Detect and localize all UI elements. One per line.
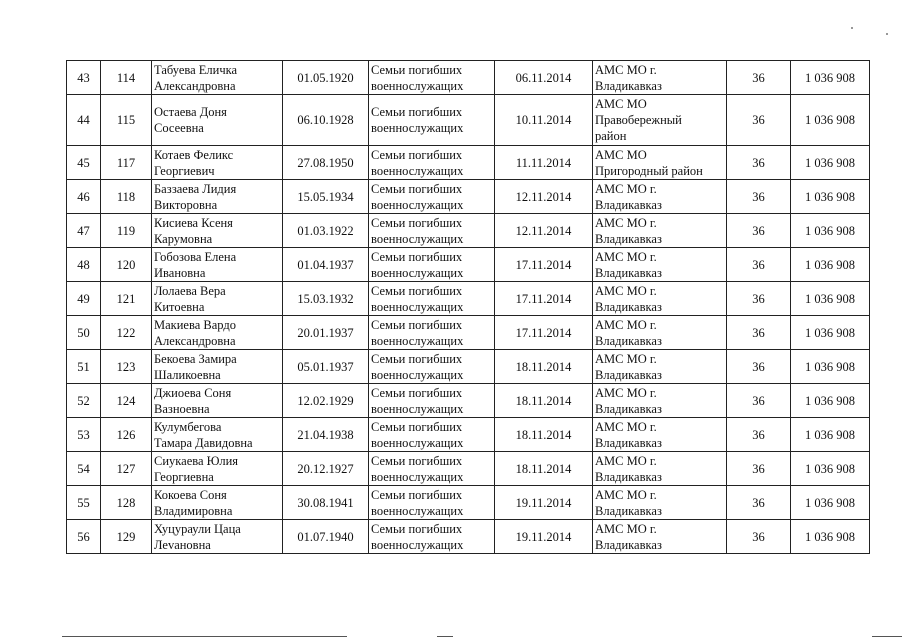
record-id: 115	[101, 95, 152, 146]
table-row	[67, 384, 870, 418]
category-line: военнослужащих	[371, 121, 464, 135]
person-name-line: Кокоева Соня	[154, 487, 227, 502]
organization-line: Владикавказ	[595, 503, 662, 518]
table-row	[67, 418, 870, 452]
organization-line: АМС МО г.	[595, 62, 657, 77]
category-line: Семьи погибших	[371, 487, 463, 502]
person-name	[152, 350, 283, 384]
registration-date: 17.11.2014	[495, 282, 593, 316]
record-id: 122	[101, 316, 152, 350]
person-name-line: Вазноевна	[154, 401, 210, 416]
category-line: Семьи погибших	[371, 181, 463, 196]
organization-line: АМС МО г.	[595, 283, 657, 298]
registry-rows	[67, 61, 870, 554]
amount-value: 1 036 908	[791, 248, 870, 282]
count-value: 36	[727, 61, 791, 95]
organization	[593, 146, 727, 180]
registration-date: 19.11.2014	[495, 520, 593, 554]
organization-line: АМС МО г.	[595, 181, 657, 196]
table-row	[67, 214, 870, 248]
person-name-line: Шаликоевна	[154, 367, 221, 382]
category-line: Семьи погибших	[371, 147, 463, 162]
organization-line: АМС МО г.	[595, 351, 657, 366]
record-id: 129	[101, 520, 152, 554]
category-line: Семьи погибших	[371, 385, 463, 400]
amount-value: 1 036 908	[791, 452, 870, 486]
person-name-line: Табуева Еличка	[154, 62, 238, 77]
count-value: 36	[727, 146, 791, 180]
person-name	[152, 214, 283, 248]
person-name-line: Сосеевна	[154, 121, 204, 135]
table-row	[67, 180, 870, 214]
person-name-line: Гобозова Елена	[154, 249, 237, 264]
registration-date: 17.11.2014	[495, 316, 593, 350]
category	[369, 95, 495, 146]
category-line: военнослужащих	[371, 163, 464, 178]
registration-date: 18.11.2014	[495, 452, 593, 486]
category	[369, 214, 495, 248]
person-name	[152, 95, 283, 146]
page-bottom-line	[437, 636, 453, 637]
category	[369, 520, 495, 554]
record-id: 127	[101, 452, 152, 486]
organization-line: Владикавказ	[595, 435, 662, 450]
person-name	[152, 418, 283, 452]
organization-line: Владикавказ	[595, 78, 662, 93]
category-line: военнослужащих	[371, 231, 464, 246]
registration-date: 18.11.2014	[495, 418, 593, 452]
row-number: 43	[67, 61, 101, 95]
category-line: Семьи погибших	[371, 351, 463, 366]
birth-date: 01.04.1937	[283, 248, 369, 282]
amount-value: 1 036 908	[791, 146, 870, 180]
category-line: военнослужащих	[371, 78, 464, 93]
person-name-line: Владимировна	[154, 503, 233, 518]
count-value: 36	[727, 350, 791, 384]
row-number: 53	[67, 418, 101, 452]
organization-line: Владикавказ	[595, 537, 662, 552]
amount-value: 1 036 908	[791, 282, 870, 316]
registration-date: 12.11.2014	[495, 180, 593, 214]
birth-date: 27.08.1950	[283, 146, 369, 180]
amount-value: 1 036 908	[791, 350, 870, 384]
category	[369, 418, 495, 452]
person-name-line: Тамара Давидовна	[154, 435, 253, 450]
birth-date: 05.01.1937	[283, 350, 369, 384]
count-value: 36	[727, 418, 791, 452]
record-id: 118	[101, 180, 152, 214]
row-number: 45	[67, 146, 101, 180]
amount-value: 1 036 908	[791, 384, 870, 418]
person-name-line: Бекоева Замира	[154, 351, 237, 366]
category-line: Семьи погибших	[371, 317, 463, 332]
record-id: 123	[101, 350, 152, 384]
person-name	[152, 282, 283, 316]
page-bottom-line	[872, 636, 902, 637]
record-id: 117	[101, 146, 152, 180]
birth-date: 30.08.1941	[283, 486, 369, 520]
person-name-line: Кисиева Ксеня	[154, 215, 233, 230]
table-row	[67, 350, 870, 384]
record-id: 126	[101, 418, 152, 452]
record-id: 121	[101, 282, 152, 316]
person-name	[152, 520, 283, 554]
person-name-line: Джиоева Соня	[154, 385, 232, 400]
organization-line: АМС МО г.	[595, 249, 657, 264]
organization	[593, 486, 727, 520]
row-number: 51	[67, 350, 101, 384]
organization	[593, 520, 727, 554]
birth-date: 15.03.1932	[283, 282, 369, 316]
category-line: военнослужащих	[371, 401, 464, 416]
organization-line: район	[595, 129, 627, 143]
count-value: 36	[727, 95, 791, 146]
count-value: 36	[727, 316, 791, 350]
registration-date: 17.11.2014	[495, 248, 593, 282]
count-value: 36	[727, 520, 791, 554]
category	[369, 61, 495, 95]
scan-speck	[851, 27, 853, 29]
category	[369, 180, 495, 214]
row-number: 49	[67, 282, 101, 316]
row-number: 56	[67, 520, 101, 554]
category	[369, 282, 495, 316]
person-name-line: Остаева Доня	[154, 105, 227, 119]
record-id: 119	[101, 214, 152, 248]
table-row	[67, 452, 870, 486]
scan-speck	[886, 33, 888, 35]
category-line: Семьи погибших	[371, 105, 463, 119]
category-line: Семьи погибших	[371, 62, 463, 77]
category	[369, 316, 495, 350]
organization-line: Владикавказ	[595, 265, 662, 280]
page-bottom-line	[62, 636, 347, 637]
organization-line: Владикавказ	[595, 401, 662, 416]
table-row	[67, 486, 870, 520]
organization-line: АМС МО г.	[595, 317, 657, 332]
table-row	[67, 282, 870, 316]
person-name	[152, 452, 283, 486]
category-line: военнослужащих	[371, 367, 464, 382]
row-number: 46	[67, 180, 101, 214]
row-number: 44	[67, 95, 101, 146]
category-line: Семьи погибших	[371, 453, 463, 468]
category-line: военнослужащих	[371, 435, 464, 450]
category-line: военнослужащих	[371, 503, 464, 518]
amount-value: 1 036 908	[791, 316, 870, 350]
amount-value: 1 036 908	[791, 520, 870, 554]
row-number: 50	[67, 316, 101, 350]
row-number: 47	[67, 214, 101, 248]
amount-value: 1 036 908	[791, 214, 870, 248]
organization	[593, 248, 727, 282]
organization	[593, 316, 727, 350]
amount-value: 1 036 908	[791, 61, 870, 95]
count-value: 36	[727, 180, 791, 214]
row-number: 48	[67, 248, 101, 282]
category	[369, 452, 495, 486]
row-number: 55	[67, 486, 101, 520]
registration-date: 12.11.2014	[495, 214, 593, 248]
organization	[593, 384, 727, 418]
person-name-line: Хуцураули Цаца	[154, 521, 241, 536]
category-line: Семьи погибших	[371, 215, 463, 230]
category-line: Семьи погибших	[371, 521, 463, 536]
organization-line: АМС МО г.	[595, 215, 657, 230]
organization-line: АМС МО г.	[595, 453, 657, 468]
person-name	[152, 61, 283, 95]
organization-line: АМС МО г.	[595, 487, 657, 502]
person-name-line: Баззаева Лидия	[154, 181, 237, 196]
record-id: 124	[101, 384, 152, 418]
record-id: 120	[101, 248, 152, 282]
organization-line: АМС МО г.	[595, 385, 657, 400]
person-name-line: Леvановна	[154, 537, 211, 552]
registration-date: 18.11.2014	[495, 350, 593, 384]
birth-date: 21.04.1938	[283, 418, 369, 452]
organization	[593, 350, 727, 384]
organization	[593, 95, 727, 146]
category-line: военнослужащих	[371, 333, 464, 348]
table-row	[67, 316, 870, 350]
organization-line: Правобережный	[595, 113, 682, 127]
person-name	[152, 248, 283, 282]
table-row	[67, 520, 870, 554]
table-row	[67, 61, 870, 95]
organization-line: Владикавказ	[595, 197, 662, 212]
person-name-line: Китоевна	[154, 299, 205, 314]
organization-line: Владикавказ	[595, 299, 662, 314]
category	[369, 384, 495, 418]
category	[369, 146, 495, 180]
person-name-line: Макиева Вардо	[154, 317, 236, 332]
category	[369, 350, 495, 384]
record-id: 128	[101, 486, 152, 520]
category-line: Семьи погибших	[371, 283, 463, 298]
organization	[593, 61, 727, 95]
category-line: военнослужащих	[371, 265, 464, 280]
registration-date: 10.11.2014	[495, 95, 593, 146]
organization	[593, 418, 727, 452]
organization	[593, 452, 727, 486]
person-name-line: Кулумбегова	[154, 419, 222, 434]
count-value: 36	[727, 486, 791, 520]
organization-line: АМС МО	[595, 97, 647, 111]
person-name-line: Карумовна	[154, 231, 213, 246]
birth-date: 20.12.1927	[283, 452, 369, 486]
count-value: 36	[727, 248, 791, 282]
registry-table	[66, 60, 870, 554]
record-id: 114	[101, 61, 152, 95]
amount-value: 1 036 908	[791, 95, 870, 146]
category-line: военнослужащих	[371, 299, 464, 314]
organization-line: Владикавказ	[595, 231, 662, 246]
birth-date: 01.07.1940	[283, 520, 369, 554]
birth-date: 06.10.1928	[283, 95, 369, 146]
person-name-line: Лолаева Вера	[154, 283, 226, 298]
table-row	[67, 95, 870, 146]
person-name-line: Георгиевич	[154, 163, 215, 178]
person-name-line: Ивановна	[154, 265, 206, 280]
registration-date: 11.11.2014	[495, 146, 593, 180]
category-line: Семьи погибших	[371, 419, 463, 434]
organization	[593, 180, 727, 214]
birth-date: 01.05.1920	[283, 61, 369, 95]
count-value: 36	[727, 214, 791, 248]
person-name-line: Александровна	[154, 333, 236, 348]
category-line: военнослужащих	[371, 197, 464, 212]
registration-date: 06.11.2014	[495, 61, 593, 95]
person-name	[152, 316, 283, 350]
person-name-line: Котаев Феликс	[154, 147, 234, 162]
person-name-line: Викторовна	[154, 197, 218, 212]
organization-line: АМС МО г.	[595, 521, 657, 536]
organization-line: АМС МО г.	[595, 419, 657, 434]
person-name	[152, 180, 283, 214]
organization-line: Владикавказ	[595, 367, 662, 382]
birth-date: 12.02.1929	[283, 384, 369, 418]
category	[369, 486, 495, 520]
birth-date: 01.03.1922	[283, 214, 369, 248]
row-number: 52	[67, 384, 101, 418]
person-name	[152, 486, 283, 520]
organization-line: АМС МО	[595, 147, 647, 162]
category	[369, 248, 495, 282]
organization-line: Пригородный район	[595, 163, 703, 178]
amount-value: 1 036 908	[791, 486, 870, 520]
count-value: 36	[727, 282, 791, 316]
person-name	[152, 146, 283, 180]
row-number: 54	[67, 452, 101, 486]
birth-date: 15.05.1934	[283, 180, 369, 214]
category-line: военнослужащих	[371, 537, 464, 552]
organization	[593, 214, 727, 248]
amount-value: 1 036 908	[791, 180, 870, 214]
person-name-line: Сиукаева Юлия	[154, 453, 239, 468]
person-name-line: Георгиевна	[154, 469, 214, 484]
person-name	[152, 384, 283, 418]
count-value: 36	[727, 384, 791, 418]
table-row	[67, 146, 870, 180]
table-row	[67, 248, 870, 282]
count-value: 36	[727, 452, 791, 486]
registration-date: 19.11.2014	[495, 486, 593, 520]
person-name-line: Александровна	[154, 78, 236, 93]
organization-line: Владикавказ	[595, 469, 662, 484]
registration-date: 18.11.2014	[495, 384, 593, 418]
organization	[593, 282, 727, 316]
birth-date: 20.01.1937	[283, 316, 369, 350]
category-line: военнослужащих	[371, 469, 464, 484]
category-line: Семьи погибших	[371, 249, 463, 264]
amount-value: 1 036 908	[791, 418, 870, 452]
organization-line: Владикавказ	[595, 333, 662, 348]
